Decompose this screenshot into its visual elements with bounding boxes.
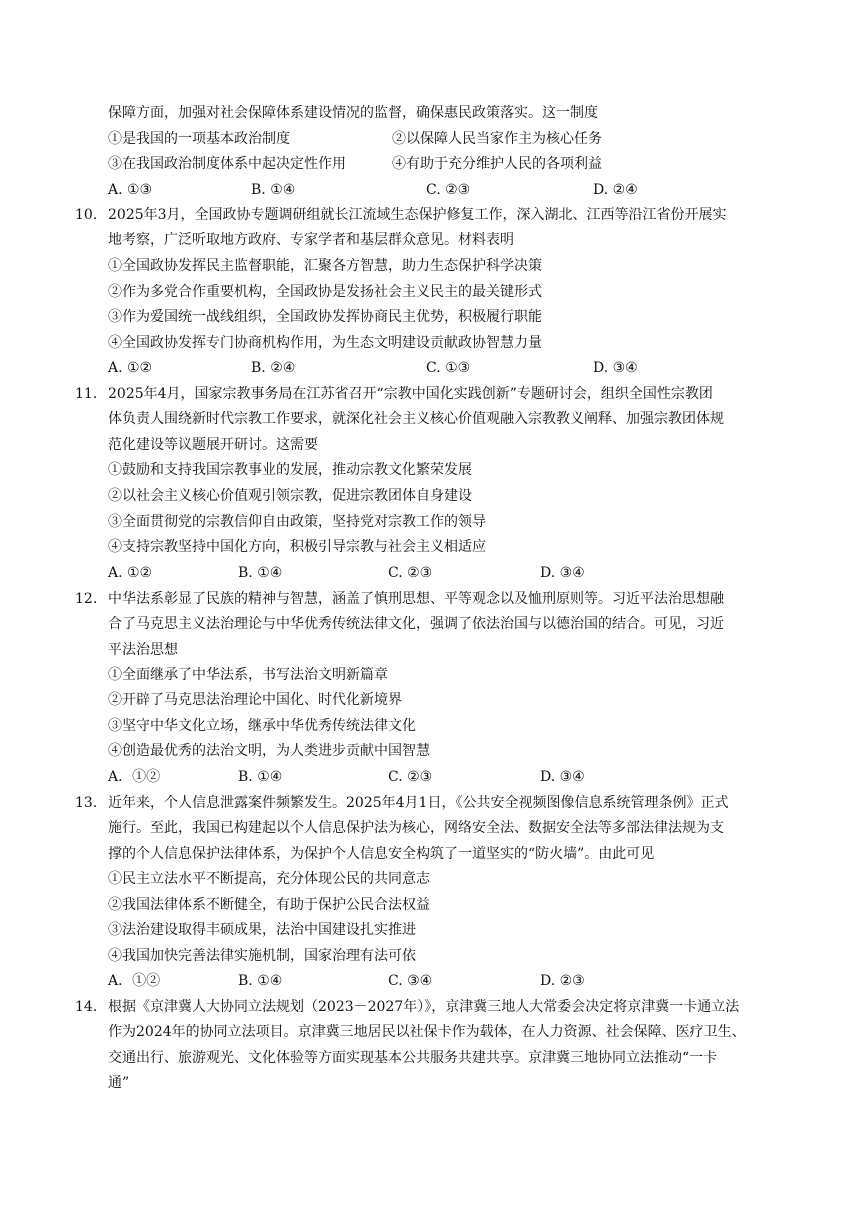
- q13-item-2: ②我国法律体系不断健全，有助于保护公民合法权益: [108, 897, 430, 913]
- q12-item-2: ②开辟了马克思法治理论中国化、时代化新境界: [108, 692, 402, 708]
- q13-stem-line-2: 施行。至此，我国已构建起以个人信息保护法为核心，网络安全法、数据安全法等多部法律法规为支: [108, 820, 724, 836]
- q12-stem-line-3: 平法治思想: [108, 642, 178, 658]
- q10-item-4: ④全国政协发挥专门协商机构作用，为生态文明建设贡献政协智慧力量: [108, 335, 542, 351]
- q10-stem-line-2: 地考察，广泛听取地方政府、专家学者和基层群众意见。材料表明: [108, 232, 514, 248]
- q10-option-a[interactable]: A. ①②: [108, 360, 153, 376]
- q10-option-b[interactable]: B. ②④: [251, 360, 296, 376]
- q14-stem-line-1: 根据《京津冀人大协同立法规划（2023－2027年）》，京津冀三地人大常委会决定将京津冀一卡通立法: [108, 999, 740, 1015]
- q10-stem-line-1: 2025年3月，全国政协专题调研组就长江流域生态保护修复工作，深入湖北、江西等沿江省份开展实: [108, 207, 727, 223]
- q13-options: [108, 971, 808, 991]
- q13-option-a[interactable]: A．①②: [108, 973, 161, 989]
- q12-option-d[interactable]: D. ③④: [540, 769, 585, 785]
- q13-option-d[interactable]: D. ②③: [540, 973, 585, 989]
- q11-options: [108, 563, 808, 583]
- q13-number: 13.: [75, 795, 98, 811]
- q13-item-1: ①民主立法水平不断提高，充分体现公民的共同意志: [108, 871, 430, 887]
- q11-stem-line-3: 范化建设等议题展开研讨。这需要: [108, 437, 318, 453]
- q11-item-4: ④支持宗教坚持中国化方向，积极引导宗教与社会主义相适应: [108, 539, 486, 555]
- q14-number: 14.: [75, 999, 98, 1015]
- q10-number: 10.: [75, 207, 98, 223]
- q11-item-1: ①鼓励和支持我国宗教事业的发展，推动宗教文化繁荣发展: [108, 462, 472, 478]
- q12-option-c[interactable]: C. ②③: [388, 769, 433, 785]
- q11-stem-line-2: 体负责人围绕新时代宗教工作要求，就深化社会主义核心价值观融入宗教教义阐释、加强宗教团体规: [108, 411, 724, 427]
- q13-option-c[interactable]: C. ③④: [388, 973, 433, 989]
- q9-option-d[interactable]: D. ②④: [593, 182, 638, 198]
- q10-item-3: ③作为爱国统一战线组织，全国政协发挥协商民主优势，积极履行职能: [108, 309, 542, 325]
- q9-item-3: ③在我国政治制度体系中起决定性作用: [108, 156, 346, 172]
- q11-option-b[interactable]: B. ①④: [238, 565, 283, 581]
- q11-item-3: ③全面贯彻党的宗教信仰自由政策，坚持党对宗教工作的领导: [108, 514, 486, 530]
- q12-item-1: ①全面继承了中华法系，书写法治文明新篇章: [108, 667, 388, 683]
- q10-option-d[interactable]: D. ③④: [593, 360, 638, 376]
- q9-option-a[interactable]: A. ①③: [108, 182, 153, 198]
- q9-item-2: ②以保障人民当家作主为核心任务: [392, 131, 602, 147]
- q13-item-3: ③法治建设取得丰硕成果，法治中国建设扎实推进: [108, 922, 416, 938]
- q12-stem-line-2: 合了马克思主义法治理论与中华优秀传统法律文化，强调了依法治国与以德治国的结合。可见，习近: [108, 616, 724, 632]
- q12-item-3: ③坚守中华文化立场，继承中华优秀传统法律文化: [108, 718, 416, 734]
- q12-option-b[interactable]: B. ①④: [238, 769, 283, 785]
- q11-option-a[interactable]: A. ①②: [108, 565, 153, 581]
- q11-number: 11.: [75, 386, 98, 402]
- q11-item-2: ②以社会主义核心价值观引领宗教，促进宗教团体自身建设: [108, 488, 472, 504]
- q11-option-c[interactable]: C. ②③: [388, 565, 433, 581]
- q10-item-1: ①全国政协发挥民主监督职能，汇聚各方智慧，助力生态保护科学决策: [108, 258, 542, 274]
- q9-options: [108, 180, 808, 200]
- q13-stem-line-3: 撑的个人信息保护法律体系，为保护个人信息安全构筑了一道坚实的“防火墙”。由此可见: [108, 846, 655, 862]
- q9-items-row-2: [108, 153, 808, 173]
- q12-option-a[interactable]: A．①②: [108, 769, 161, 785]
- q11-stem-line-1: 2025年4月，国家宗教事务局在江苏省召开“宗教中国化实践创新”专题研讨会，组织全国性宗教团: [108, 386, 713, 402]
- q13-option-b[interactable]: B. ①④: [238, 973, 283, 989]
- q10-options: [108, 358, 808, 378]
- q13-item-4: ④我国加快完善法律实施机制，国家治理有法可依: [108, 948, 416, 964]
- q9-option-b[interactable]: B. ①④: [251, 182, 296, 198]
- q14-stem-line-2: 作为2024年的协同立法项目。京津冀三地居民以社保卡作为载体，在人力资源、社会保障、医疗卫生、: [108, 1024, 746, 1040]
- q14-stem-line-4: 通”: [108, 1075, 130, 1091]
- q10-option-c[interactable]: C. ①③: [426, 360, 471, 376]
- q14-stem-line-3: 交通出行、旅游观光、文化体验等方面实现基本公共服务共建共享。京津冀三地协同立法推动“一卡: [108, 1050, 718, 1066]
- q11-option-d[interactable]: D. ③④: [540, 565, 585, 581]
- q9-item-4: ④有助于充分维护人民的各项利益: [392, 156, 602, 172]
- q12-item-4: ④创造最优秀的法治文明，为人类进步贡献中国智慧: [108, 743, 430, 759]
- q12-options: [108, 767, 808, 787]
- q9-items-row-1: [108, 128, 808, 148]
- q9-stem-tail: 保障方面，加强对社会保障体系建设情况的监督，确保惠民政策落实。这一制度: [108, 105, 598, 121]
- q13-stem-line-1: 近年来，个人信息泄露案件频繁发生。2025年4月1日，《公共安全视频图像信息系统管理条例》正式: [108, 795, 729, 811]
- q12-stem-line-1: 中华法系彰显了民族的精神与智慧，涵盖了慎刑思想、平等观念以及恤刑原则等。习近平法治思想融: [108, 591, 724, 607]
- q9-option-c[interactable]: C. ②③: [426, 182, 471, 198]
- q12-number: 12.: [75, 591, 98, 607]
- q10-item-2: ②作为多党合作重要机构，全国政协是发扬社会主义民主的最关键形式: [108, 284, 542, 300]
- q9-item-1: ①是我国的一项基本政治制度: [108, 131, 290, 147]
